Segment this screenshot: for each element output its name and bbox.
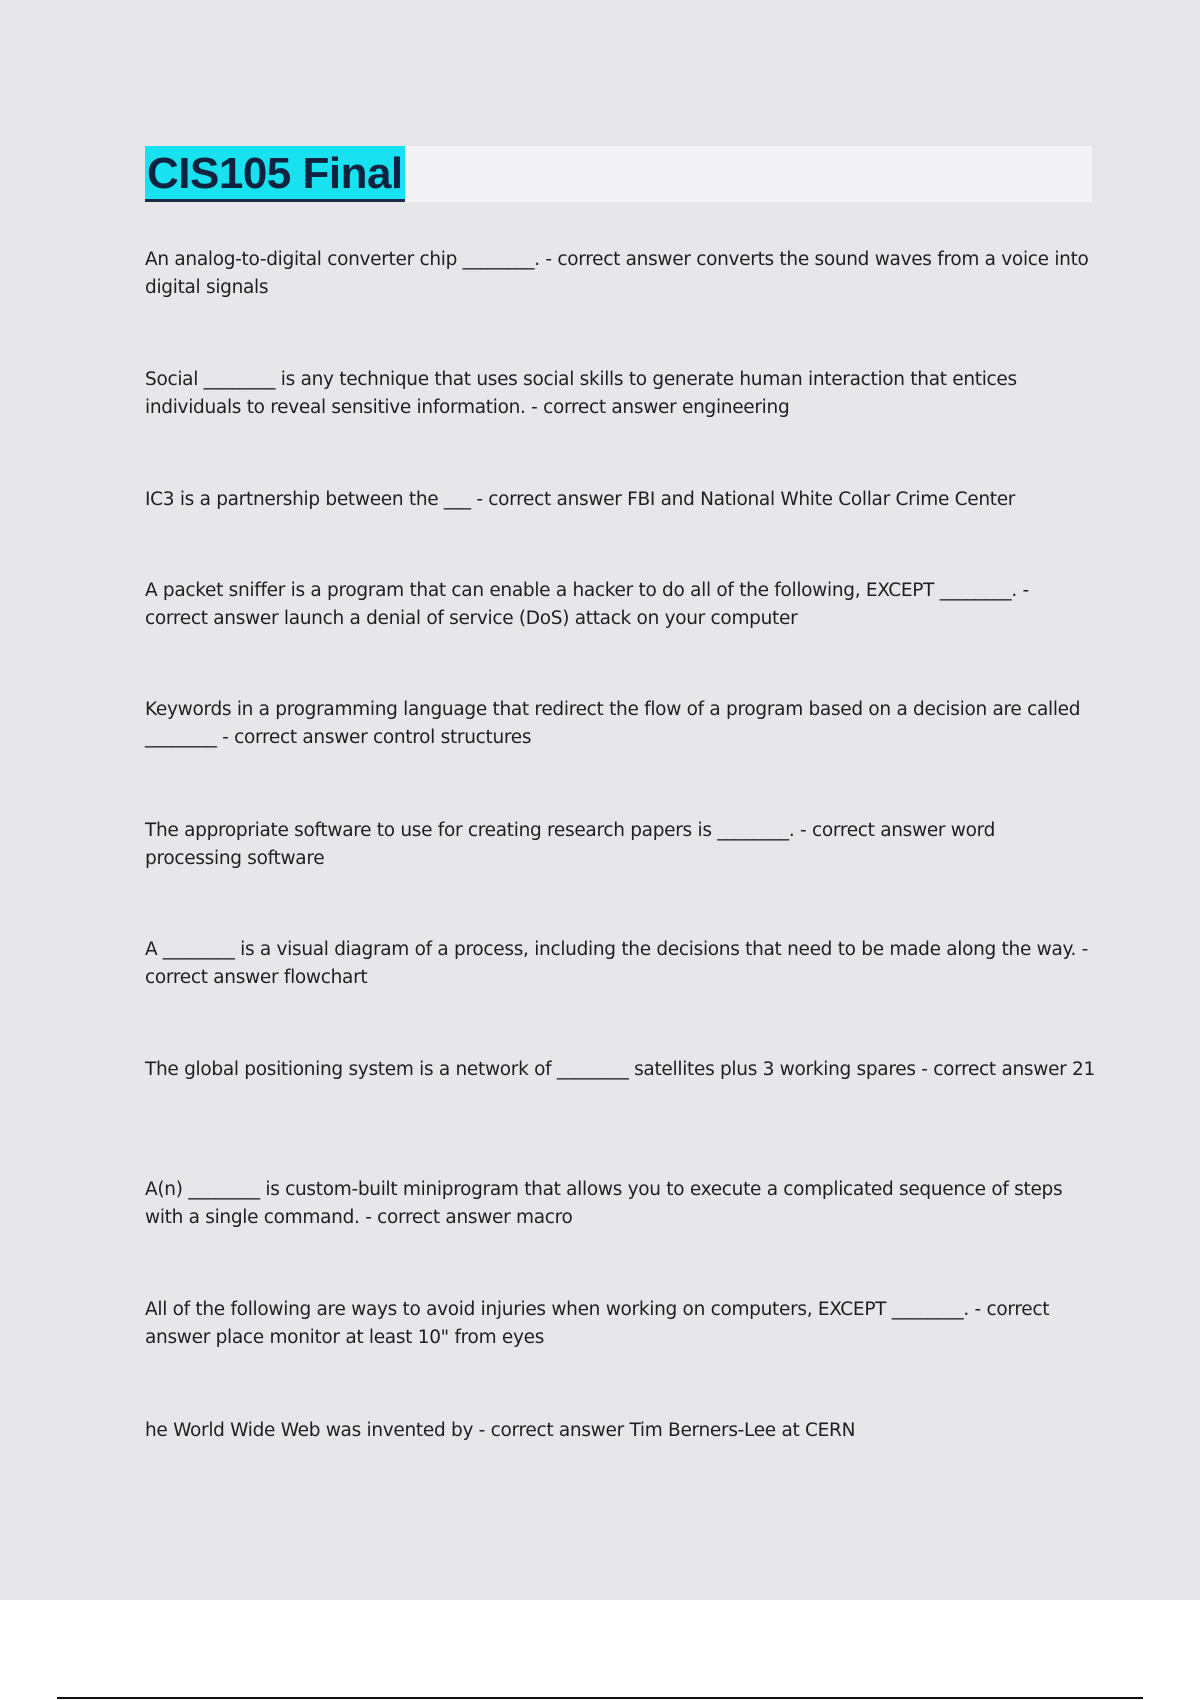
qa-item-2: Social ________ is any technique that uses social skills to generate human interaction that entices individuals to reveal sensitive information. - correct answer engineering: [145, 369, 1017, 418]
qa-item-8: The global positioning system is a network of ________ satellites plus 3 working spares - correct answer 21: [145, 1059, 1095, 1080]
qa-item-4: A packet sniffer is a program that can enable a hacker to do all of the following, EXCEPT ________. - correct answer launch a denial of service (DoS) attack on your computer: [145, 580, 1029, 629]
document-title: CIS105 Final: [145, 146, 405, 202]
qa-item-5: Keywords in a programming language that redirect the flow of a program based on a decision are called ________ - correct answer control structures: [145, 699, 1081, 748]
qa-item-9: A(n) ________ is custom-built miniprogram that allows you to execute a complicated sequence of steps with a single command. - correct answer macro: [145, 1179, 1063, 1228]
qa-item-3: IC3 is a partnership between the ___ - correct answer FBI and National White Collar Crime Center: [145, 489, 1016, 510]
footer-divider: [57, 1697, 1143, 1699]
qa-item-7: A ________ is a visual diagram of a process, including the decisions that need to be made along the way. - correct answer flowchart: [145, 939, 1089, 988]
qa-item-1: An analog-to-digital converter chip ________. - correct answer converts the sound waves from a voice into digital signals: [145, 249, 1089, 298]
qa-item-10: All of the following are ways to avoid injuries when working on computers, EXCEPT ________. - correct answer place monitor at least 10" from eyes: [145, 1299, 1050, 1348]
qa-item-6: The appropriate software to use for creating research papers is ________. - correct answer word processing software: [145, 820, 996, 869]
qa-item-11: he World Wide Web was invented by - correct answer Tim Berners-Lee at CERN: [145, 1420, 856, 1441]
